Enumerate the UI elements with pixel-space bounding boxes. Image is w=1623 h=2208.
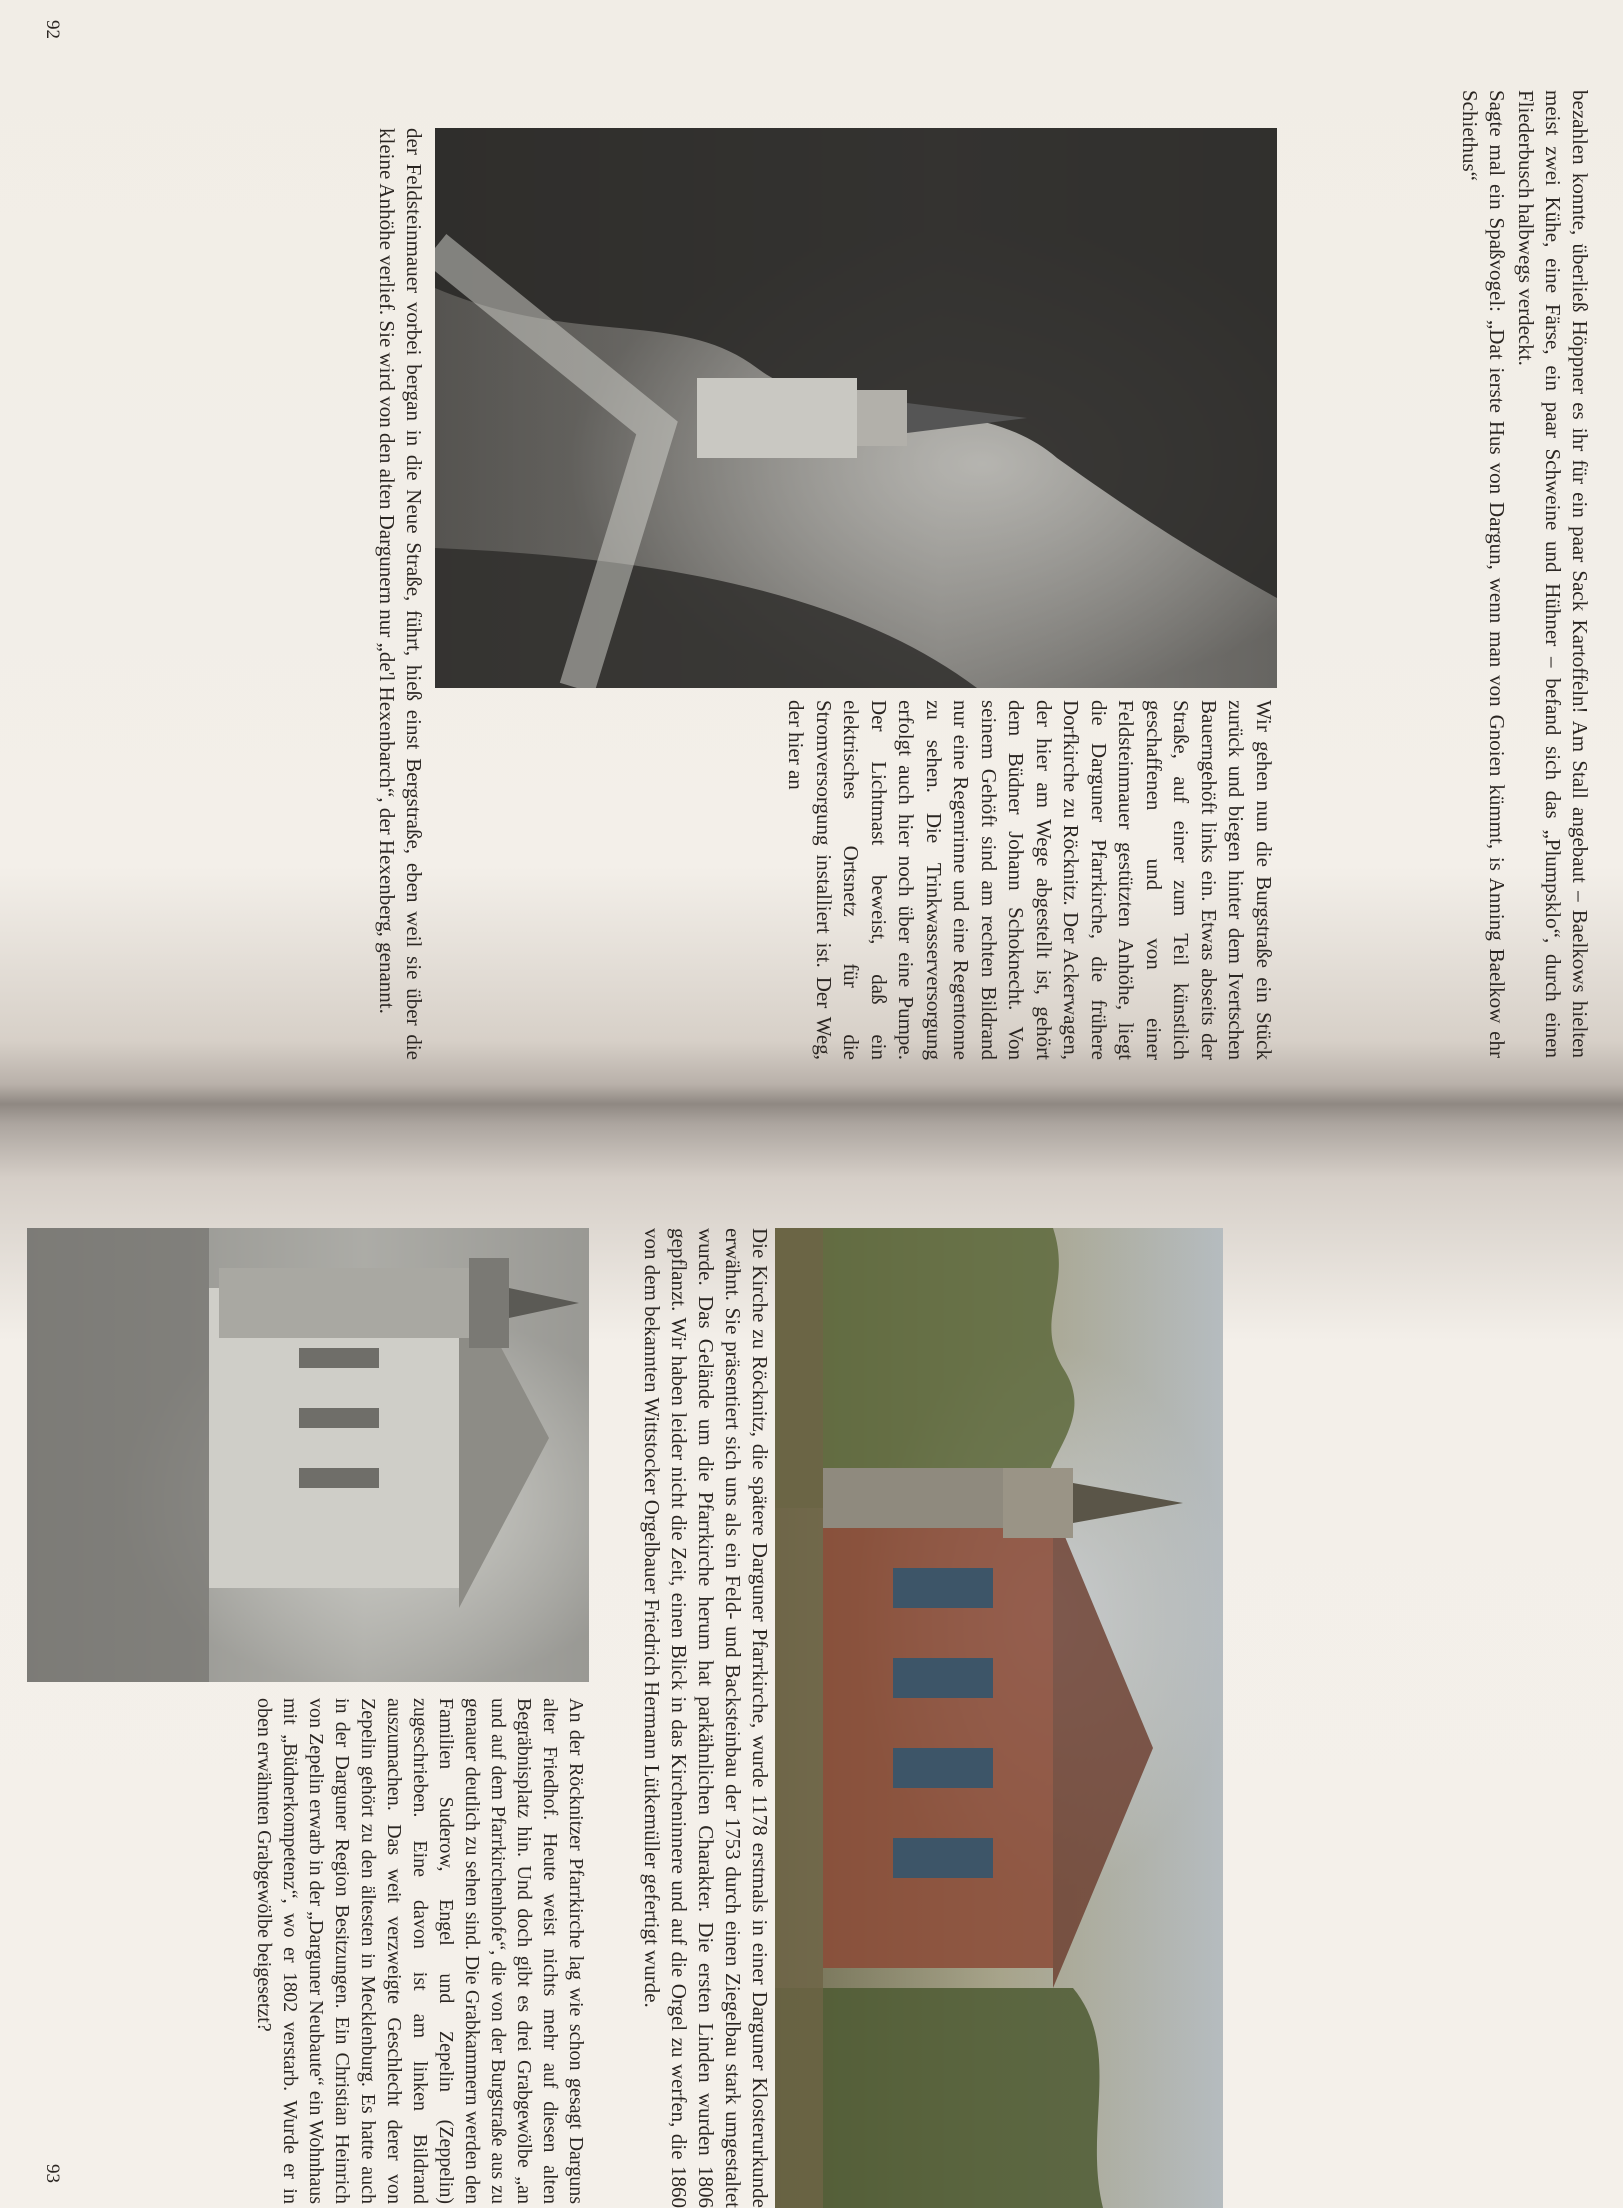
page-number-right: 93 bbox=[42, 2164, 63, 2183]
church-road-photo bbox=[435, 128, 1277, 688]
page-93 bbox=[0, 1124, 1623, 2208]
page-number-left: 92 bbox=[42, 20, 63, 39]
church-postcard-illustration bbox=[775, 1228, 1223, 2208]
right-caption-text bbox=[636, 1228, 773, 2208]
church-bw-photo bbox=[27, 1228, 589, 1682]
page-92 bbox=[0, 0, 1623, 1084]
right-column-text bbox=[249, 1698, 589, 2204]
left-column-paragraph: Wir gehen nun die Burgstraße ein Stück zurück und biegen hinter dem Ivertschen Bauerngehöft links ein. Etwas abseits der Straße, auf einer zum Teil künstlich geschaffenen und von einer Feldsteinmauer gestützten Anhöhe, liegt die Darguner Pfarrkirche, die frühere Dorfkirche zu Röcknitz. Der Ackerwagen, der hier am Wege abgestellt ist, gehört dem Büdner Johann Schoknecht. Von seinem Gehöft sind am rechten Bildrand nur eine Regenrinne und eine Regentonne zu sehen. Die Trinkwasserversorgung erfolgt auch hier noch über eine Pumpe. Der Lichtmast beweist, daß ein elektrisches Ortsnetz für die Stromversorgung installiert ist. Der Weg, der hier an bbox=[784, 700, 1276, 1060]
church-road-illustration bbox=[435, 128, 1277, 688]
left-bottom-text bbox=[371, 128, 427, 1060]
right-caption-paragraph: Die Kirche zu Röcknitz, die spätere Darguner Pfarrkirche, wurde 1178 erstmals in einer Darguner Klosterurkunde erwähnt. Sie präsentiert sich uns als ein Feld- und Backsteinbau der 1753 durch einen Ziegelbau stark umgestaltet wurde. Das Gelände um die Pfarrkirche herum hat parkähnlichen Charakter. Die ersten Linden wurden 1806 gepflanzt. Wir haben leider nicht die Zeit, einen Blick in das Kircheninnere und auf die Orgel zu werfen, die 1860 von dem bekannten Wittstocker Orgelbauer Friedrich Hermann Lütkemüller gefertigt wurde. bbox=[640, 1228, 772, 2208]
left-column-text bbox=[780, 700, 1277, 1060]
church-color-postcard bbox=[775, 1228, 1223, 2208]
right-column-paragraph: An der Röcknitzer Pfarrkirche lag wie schon gesagt Darguns alter Friedhof. Heute weist nichts mehr auf diesen alten Begräbnisplatz hin. Und doch gibt es drei Grabgewölbe „an und auf dem Pfarrkirchenhofe“, die von der Burgstraße aus zu genauer deutlich zu sehen sind. Die Grabkammern werden den Familien Suderow, Engel und Zepelin (Zeppelin) zugeschrieben. Eine davon ist am linken Bildrand auszumachen. Das weit verzweigte Geschlecht derer von Zepelin gehört zu den ältesten in Mecklenburg. Es hatte auch in der Darguner Region Besitzungen. Ein Christian Heinrich von Zepelin erwarb in der „Darguner Neubaute“ ein Wohnhaus mit „Büdnerkompetenz“, wo er 1802 verstarb. Wurde er in oben erwähnten Grabgewölbe beigesetzt? bbox=[253, 1698, 587, 2204]
church-bw-illustration bbox=[27, 1228, 589, 1682]
left-top-text bbox=[1454, 90, 1593, 1058]
left-bottom-paragraph: der Feldsteinmauer vorbei bergan in die Neue Straße, führt, hieß einst Bergstraße, eben weil sie über die kleine Anhöhe verlief. Sie wird von den alten Dargunern nur „de'l Hexenbarch“, der Hexenberg, genannt. bbox=[375, 128, 426, 1060]
left-top-paragraph-2: Sagte mal ein Spaßvogel: „Dat ierste Hus von Dargun, wenn man von Gnoien kümmt, is Anning Baelkow ehr Schiethus“ bbox=[1458, 90, 1509, 1058]
book-gutter bbox=[0, 1084, 1623, 1124]
left-top-paragraph-1: bezahlen konnte, überließ Höppner es ihr für ein paar Sack Kartoffeln! Am Stall angebaut – Baelkows hielten meist zwei Kühe, eine Färse, ein paar Schweine und Hühner – befand sich das „Plumpsklo“, durch einen Fliederbusch halbwegs verdeckt. bbox=[1514, 90, 1592, 1058]
